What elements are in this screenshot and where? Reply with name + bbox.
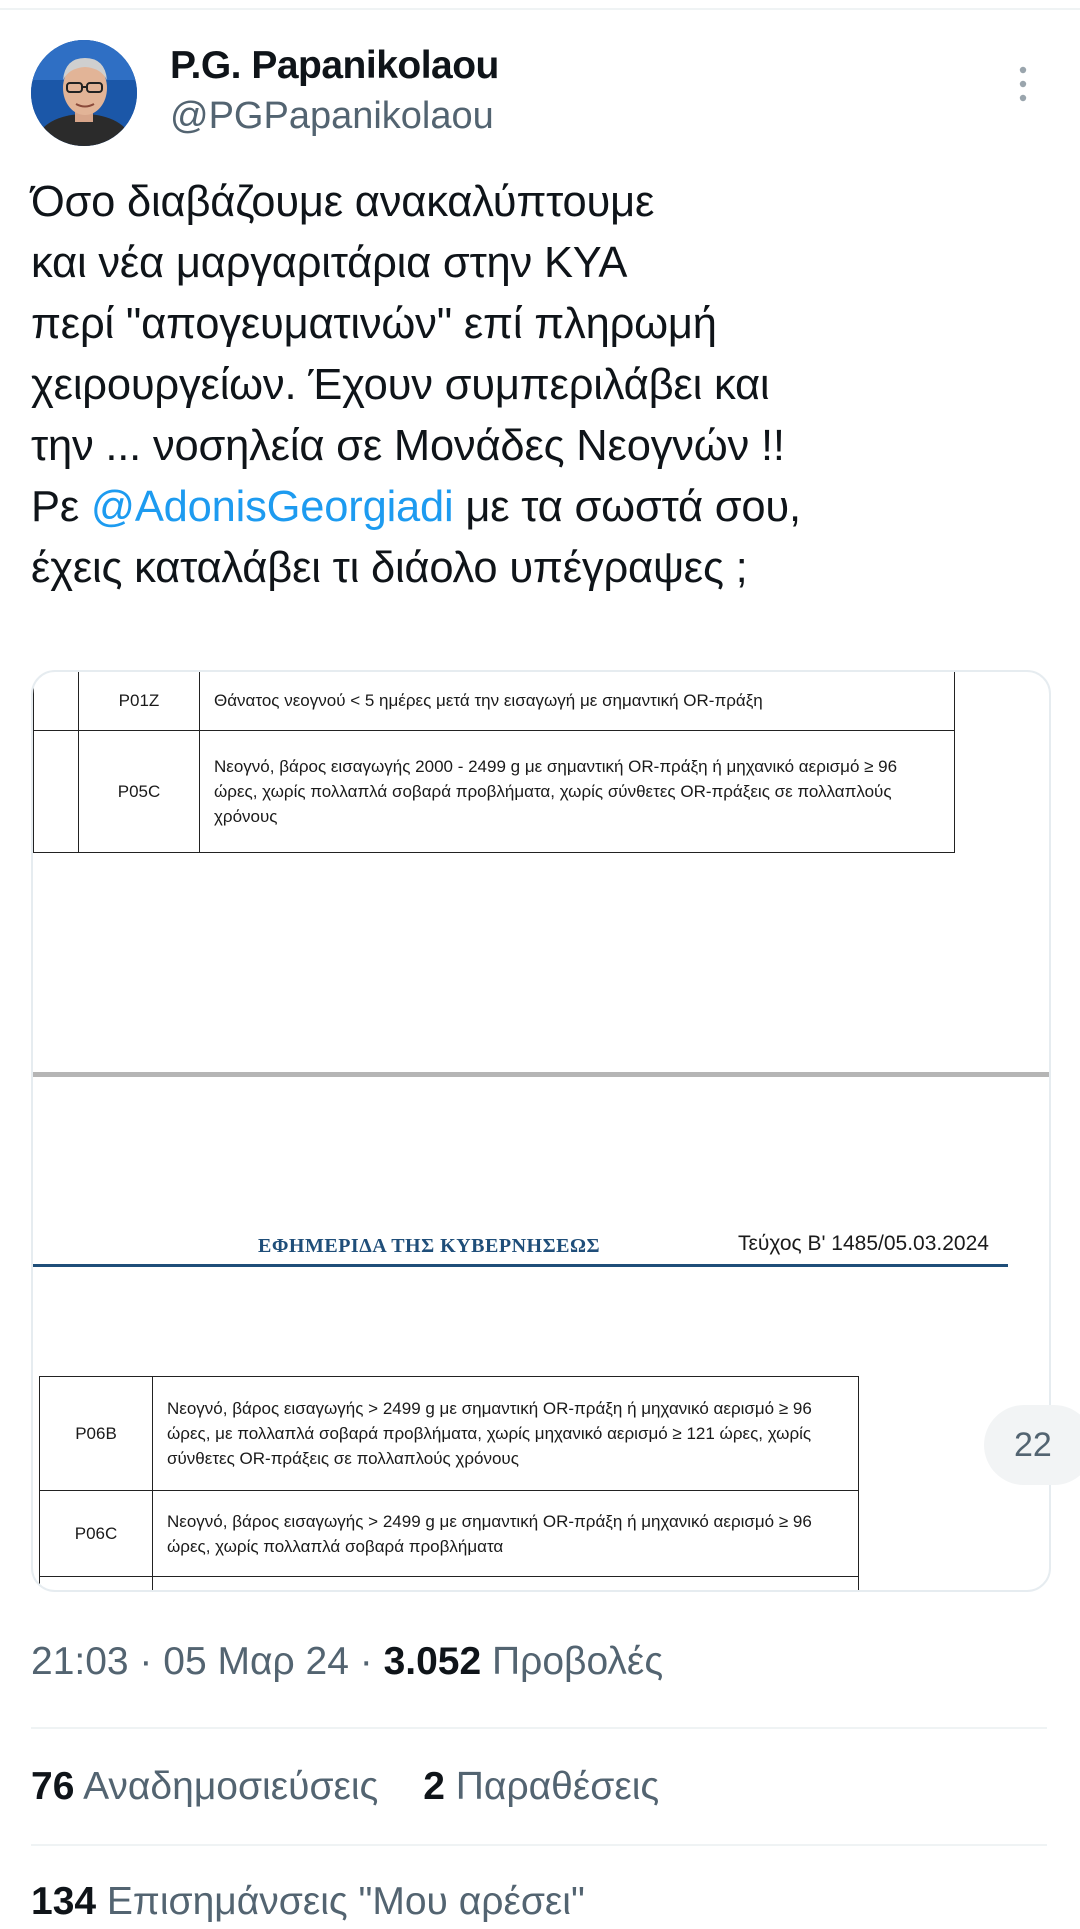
drg-description: Νεογνό, βάρος εισαγωγής > 2499 g με σημαντική OR-πράξη ή μηχανικό αερισμό ≥ 96 ώρες, με πολλαπλά σοβαρά προβλήματα, χωρίς μηχανικό αερισμό ≥ 121 ώρες, χωρίς σύνθετες OR-πράξεις σε πολλαπλούς χρόνους <box>153 1377 859 1491</box>
views-label: Προβολές <box>481 1640 664 1683</box>
page-divider <box>33 1072 1049 1077</box>
table-row <box>34 731 955 853</box>
page-counter-badge: 22 <box>984 1405 1080 1485</box>
drg-table-top <box>33 670 955 853</box>
likes-label: Επισημάνσεις "Μου αρέσει" <box>96 1880 585 1923</box>
tweet-timestamp[interactable]: 21:03 · 05 Μαρ 24 · <box>31 1640 384 1683</box>
tweet-text <box>31 172 1041 599</box>
views-count: 3.052 <box>383 1640 482 1683</box>
tweet-text-part2: με τα σωστά σου, έχεις καταλάβει τι διάολο υπέγραψες ; <box>31 483 801 592</box>
more-options-icon[interactable] <box>1012 64 1034 104</box>
table-row <box>40 1577 859 1593</box>
reposts-link[interactable] <box>31 1765 378 1808</box>
reposts-quotes-row <box>31 1765 659 1809</box>
drg-code: P06C <box>40 1491 153 1577</box>
quotes-link[interactable] <box>423 1765 659 1808</box>
tweet-media-image[interactable] <box>31 670 1051 1592</box>
display-name[interactable]: P.G. Papanikolaou <box>170 44 499 87</box>
drg-table-bottom <box>39 1376 859 1592</box>
drg-code: P06B <box>40 1377 153 1491</box>
top-divider <box>0 8 1080 10</box>
drg-description: Νεογνό, βάρος εισαγωγής 2000 - 2499 g με σημαντική OR-πράξη ή μηχανικό αερισμό ≥ 96 ώρες, χωρίς πολλαπλά σοβαρά προβλήματα, χωρίς σύνθετες OR-πράξεις σε πολλαπλούς χρόνους <box>200 731 955 853</box>
mention-link[interactable]: @AdonisGeorgiadi <box>90 483 454 531</box>
likes-count: 134 <box>31 1880 97 1923</box>
gazette-issue: Τεύχος Β' 1485/05.03.2024 <box>738 1232 989 1255</box>
avatar[interactable] <box>31 40 137 146</box>
likes-row[interactable] <box>31 1880 585 1924</box>
user-handle[interactable]: @PGPapanikolaou <box>170 95 494 137</box>
tweet-meta <box>31 1640 663 1684</box>
quotes-label: Παραθέσεις <box>444 1765 660 1808</box>
reposts-label: Αναδημοσιεύσεις <box>74 1765 379 1808</box>
gazette-title: ΕΦΗΜΕΡΙΔΑ ΤΗΣ ΚΥΒΕΡΝΗΣΕΩΣ <box>258 1235 601 1257</box>
divider <box>31 1727 1047 1729</box>
divider <box>31 1844 1047 1846</box>
table-row <box>34 671 955 731</box>
tweet-text-part1: Όσο διαβάζουμε ανακαλύπτουμε και νέα μαργαριτάρια στην ΚΥΑ περί "απογευματινών" επί πληρωμή χειρουργείων. Έχουν συμπεριλάβει και την ... νοσηλεία σε Μονάδες Νεογνών !! Ρε <box>31 178 785 531</box>
table-row <box>40 1377 859 1491</box>
drg-description: Θάνατος νεογνού < 5 ημέρες μετά την εισαγωγή με σημαντική OR-πράξη <box>200 671 955 731</box>
drg-description: Νεογνό, βάρος εισαγωγής > 2499 g με σημαντική OR-πράξη ή μηχανικό αερισμό ≥ 96 ώρες, χωρίς πολλαπλά σοβαρά προβλήματα <box>153 1491 859 1577</box>
gazette-rule <box>33 1264 1008 1267</box>
table-row <box>40 1491 859 1577</box>
drg-code: P01Z <box>79 671 200 731</box>
quotes-count: 2 <box>423 1765 445 1808</box>
drg-code: P05C <box>79 731 200 853</box>
reposts-count: 76 <box>31 1765 75 1808</box>
